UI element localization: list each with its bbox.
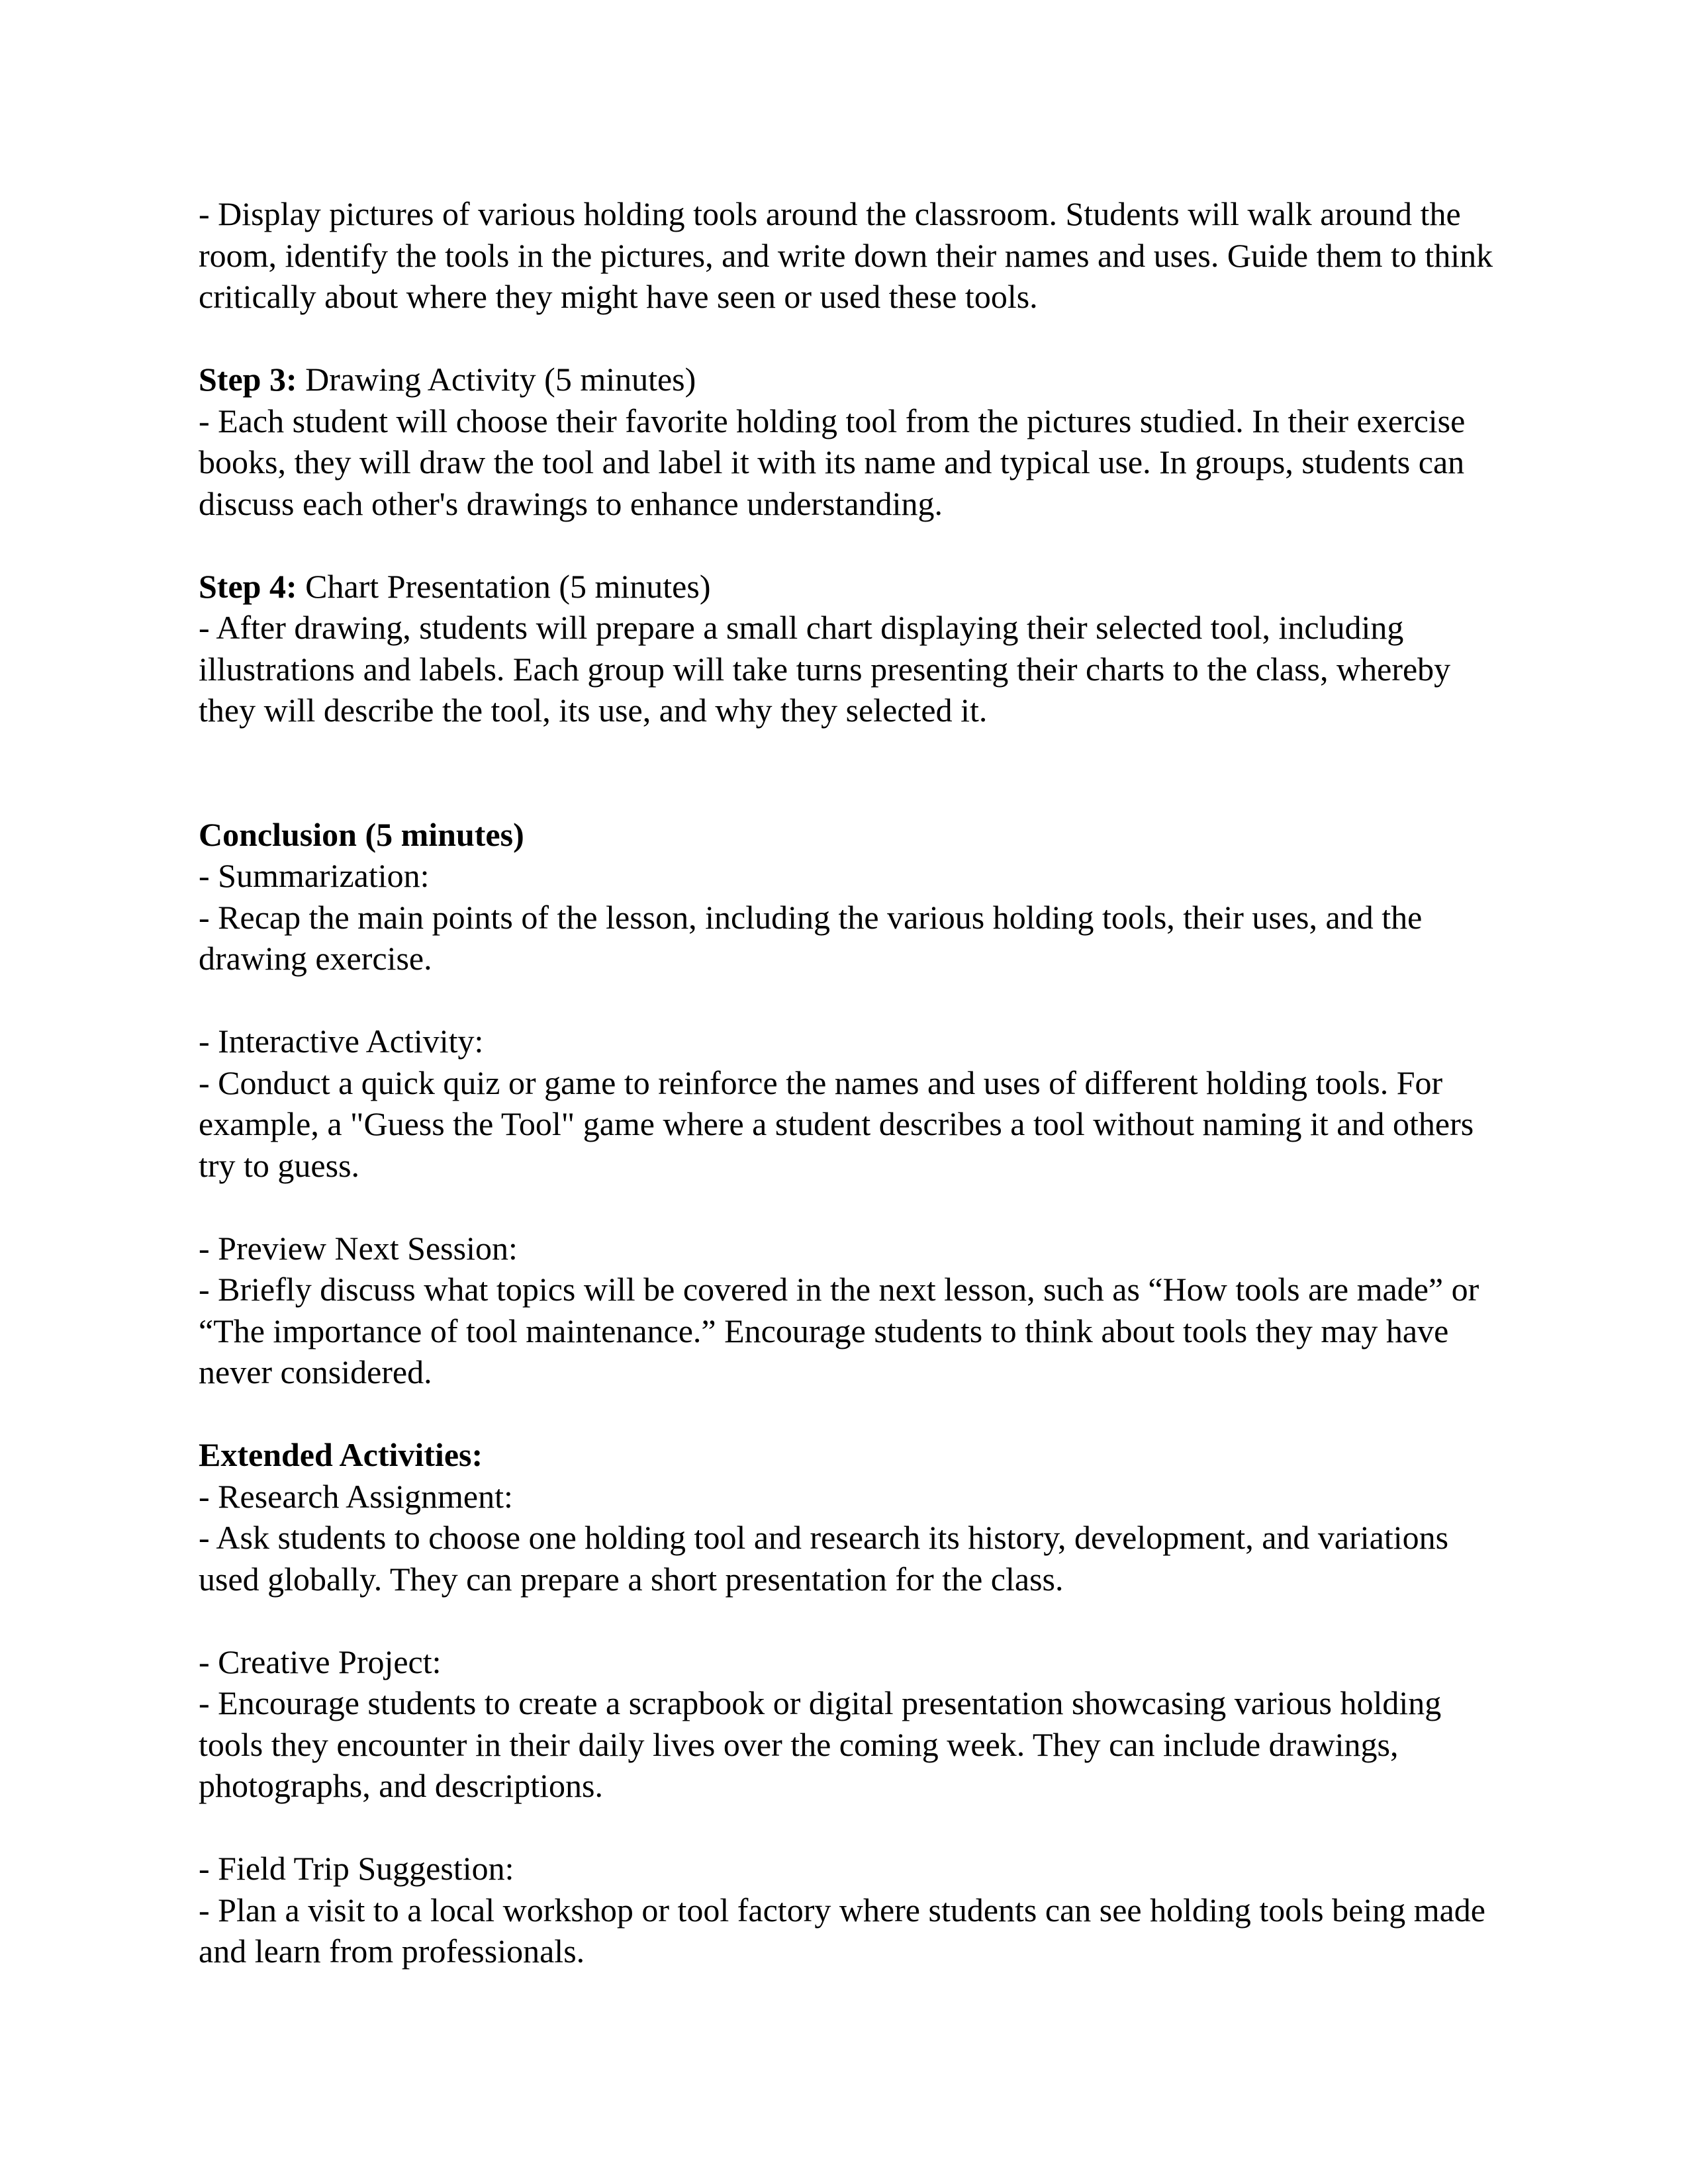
step4-heading	[199, 566, 1495, 608]
step4-label: Step 4:	[199, 567, 297, 605]
step3-heading	[199, 359, 1495, 400]
summarization-body: - Recap the main points of the lesson, including the various holding tools, their uses, and the drawing exercise.	[199, 898, 1423, 977]
step3-label: Step 3:	[199, 361, 297, 398]
creative-project-label: - Creative Project:	[199, 1643, 442, 1680]
summarization-label: - Summarization:	[199, 857, 430, 894]
step3-body: - Each student will choose their favorite holding tool from the pictures studied. In their exercise books, they will draw the tool and label it with its name and typical use. In groups, students can discuss each other's drawings to enhance understanding.	[199, 402, 1466, 522]
conclusion-heading: Conclusion (5 minutes)	[199, 815, 524, 853]
interactive-activity-label: - Interactive Activity:	[199, 1023, 484, 1060]
step3-title: Drawing Activity (5 minutes)	[297, 361, 696, 398]
preview-next-session-body: - Briefly discuss what topics will be covered in the next lesson, such as “How tools are made” or “The importance of tool maintenance.” Encourage students to think about tools they may have never considered.	[199, 1271, 1479, 1390]
research-assignment-body: - Ask students to choose one holding tool and research its history, development, and variations used globally. They can prepare a short presentation for the class.	[199, 1519, 1449, 1598]
extended-activities-heading: Extended Activities:	[199, 1436, 483, 1473]
intro-paragraph: - Display pictures of various holding tools around the classroom. Students will walk around the room, identify the tools in the pictures, and write down their names and uses. Guide them to think critically about where they might have seen or used these tools.	[199, 195, 1493, 315]
document-body	[199, 193, 1495, 1972]
research-assignment-label: - Research Assignment:	[199, 1477, 513, 1515]
preview-next-session-label: - Preview Next Session:	[199, 1229, 518, 1267]
creative-project-body: - Encourage students to create a scrapbook or digital presentation showcasing various holding tools they encounter in their daily lives over the coming week. They can include drawings, photographs, and descriptions.	[199, 1684, 1442, 1804]
field-trip-body: - Plan a visit to a local workshop or tool factory where students can see holding tools being made and learn from professionals.	[199, 1891, 1485, 1970]
step4-body: - After drawing, students will prepare a small chart displaying their selected tool, including illustrations and labels. Each group will take turns presenting their charts to the class, whereby they will describe the tool, its use, and why they selected it.	[199, 609, 1451, 729]
step4-title: Chart Presentation (5 minutes)	[297, 567, 711, 605]
field-trip-label: - Field Trip Suggestion:	[199, 1850, 514, 1887]
interactive-activity-body: - Conduct a quick quiz or game to reinforce the names and uses of different holding tools. For example, a "Guess the Tool" game where a student describes a tool without naming it and others try to guess.	[199, 1064, 1474, 1184]
